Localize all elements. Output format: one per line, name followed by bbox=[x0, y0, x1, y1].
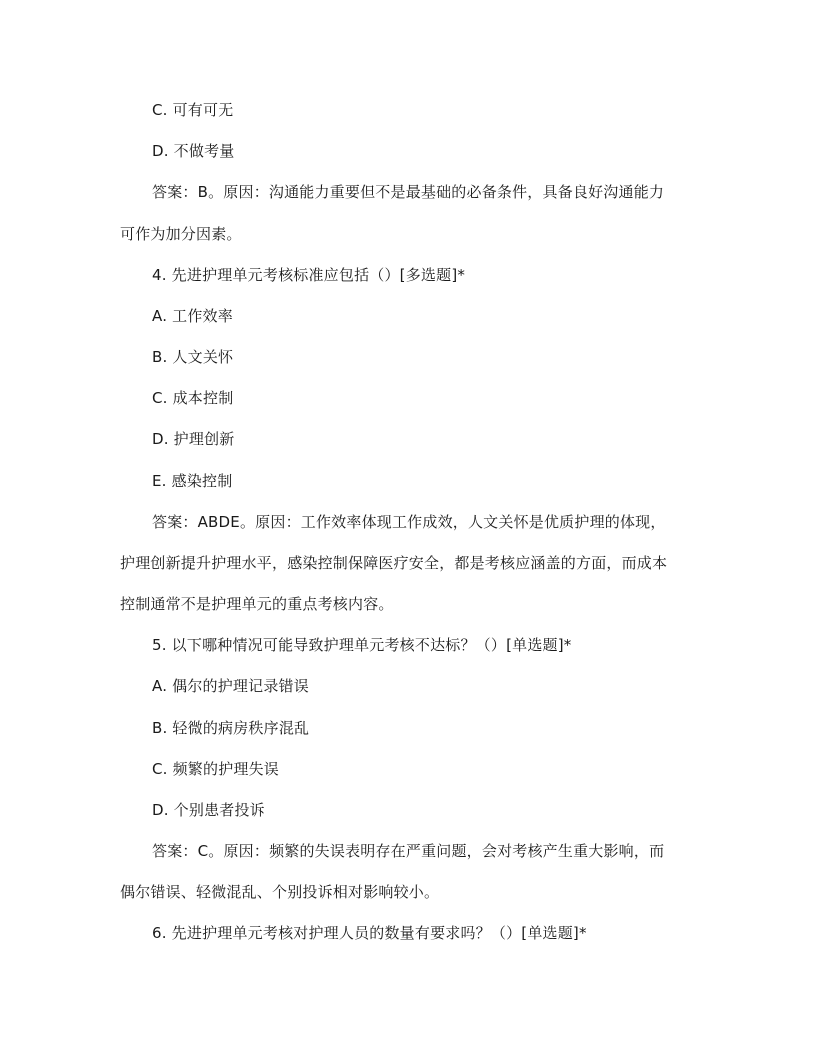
answer-q5-line-2: 偶尔错误、轻微混乱、个别投诉相对影响较小。 bbox=[120, 883, 440, 901]
question-5: 5. 以下哪种情况可能导致护理单元考核不达标？（）[单选题]* bbox=[152, 636, 572, 654]
option-c-q4: C. 成本控制 bbox=[152, 389, 234, 407]
answer-q3-line-1: 答案：B。原因：沟通能力重要但不是最基础的必备条件，具备良好沟通能力 bbox=[152, 183, 665, 201]
answer-q4-line-2: 护理创新提升护理水平，感染控制保障医疗安全，都是考核应涵盖的方面，而成本 bbox=[120, 554, 668, 572]
option-a-q5: A. 偶尔的护理记录错误 bbox=[152, 677, 309, 695]
option-e-q4: E. 感染控制 bbox=[152, 472, 233, 490]
option-d-q5: D. 个别患者投诉 bbox=[152, 801, 265, 819]
option-d-q3: D. 不做考量 bbox=[152, 142, 235, 160]
option-b-q5: B. 轻微的病房秩序混乱 bbox=[152, 719, 310, 737]
question-4: 4. 先进护理单元考核标准应包括（）[多选题]* bbox=[152, 266, 466, 284]
answer-q3-line-2: 可作为加分因素。 bbox=[120, 225, 242, 243]
answer-q5-line-1: 答案：C。原因：频繁的失误表明存在严重问题，会对考核产生重大影响，而 bbox=[152, 842, 665, 860]
option-c-q3: C. 可有可无 bbox=[152, 101, 234, 119]
option-d-q4: D. 护理创新 bbox=[152, 430, 235, 448]
option-b-q4: B. 人文关怀 bbox=[152, 348, 234, 366]
option-a-q4: A. 工作效率 bbox=[152, 307, 233, 325]
answer-q4-line-1: 答案：ABDE。原因：工作效率体现工作成效，人文关怀是优质护理的体现， bbox=[152, 513, 666, 531]
option-c-q5: C. 频繁的护理失误 bbox=[152, 760, 280, 778]
question-6: 6. 先进护理单元考核对护理人员的数量有要求吗？（）[单选题]* bbox=[152, 924, 587, 942]
answer-q4-line-3: 控制通常不是护理单元的重点考核内容。 bbox=[120, 595, 394, 613]
